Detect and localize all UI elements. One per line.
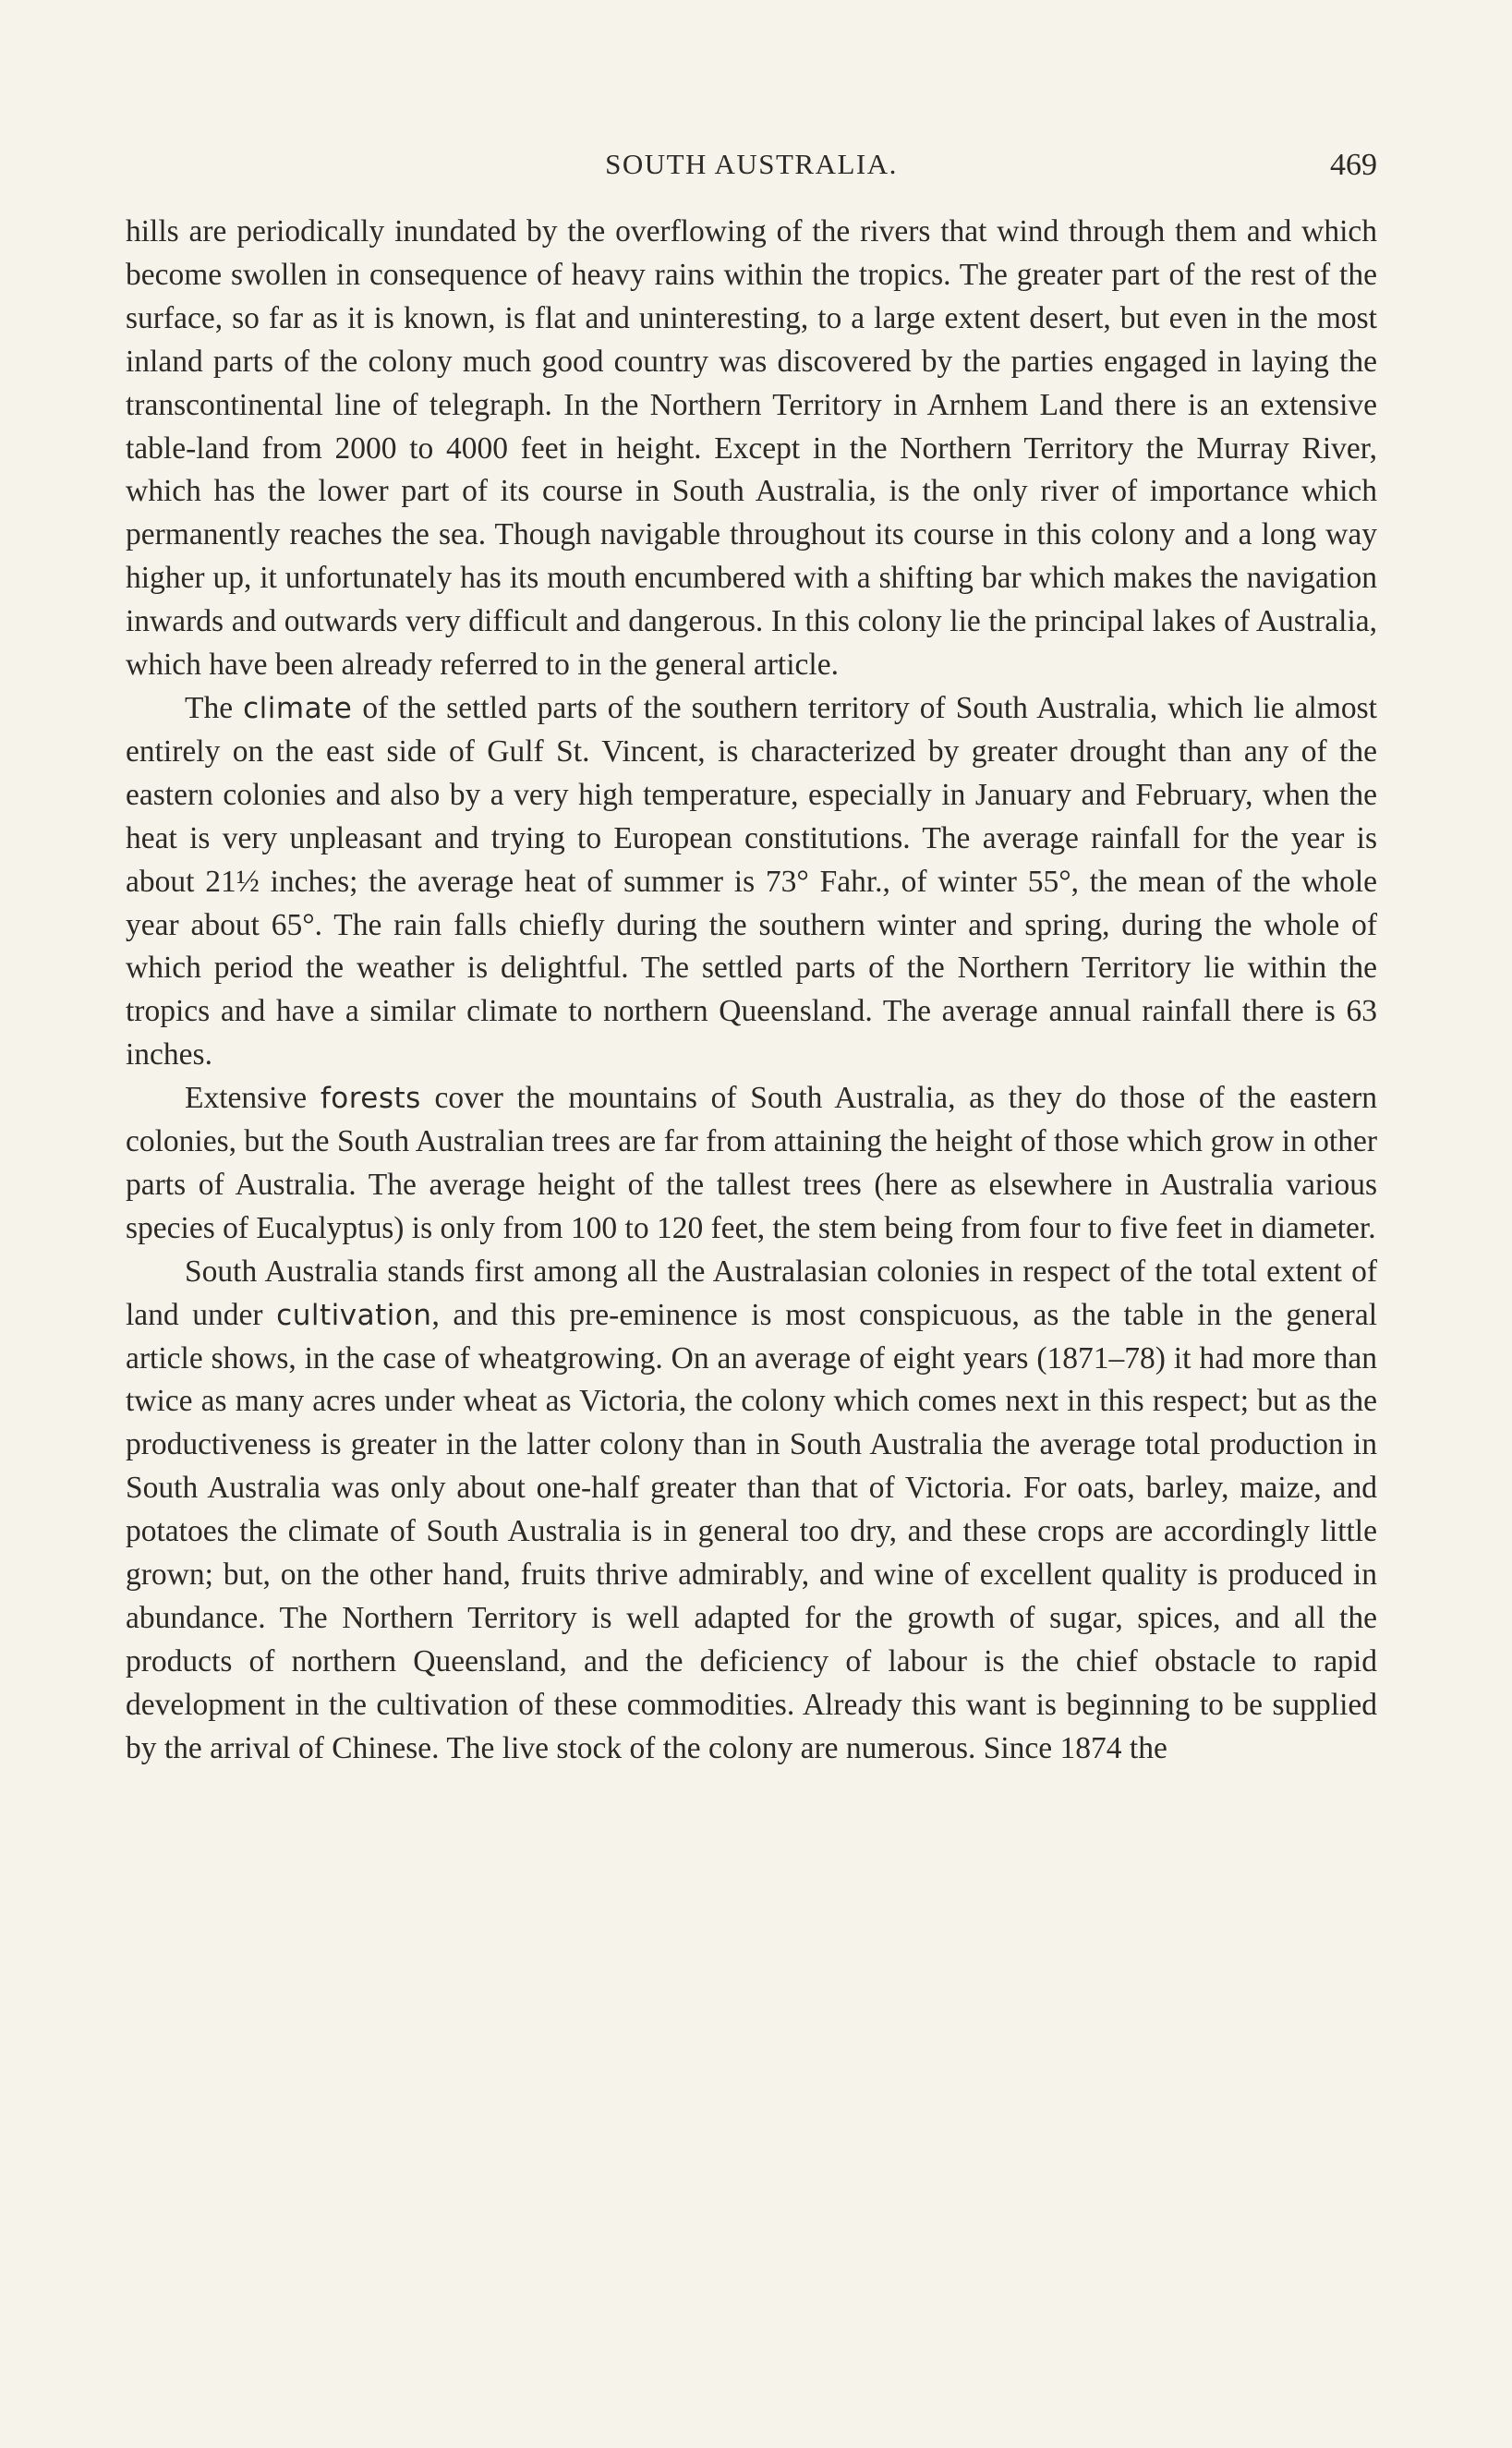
paragraph-text: , and this pre-eminence is most conspicuous, as the table in the general article shows, in the case of wheatgrowing. On an average of eight years (1871–78) it had more than twice as many acres under wheat as Victoria, the colony which comes next in this respect; but as the productiveness is greater in the latter colony than in South Australia the average total production in South Australia was only about one-half greater than that of Victoria. For oats, barley, maize, and potatoes the climate of South Australia is in general too dry, and these crops are accordingly little grown; but, on the other hand, fruits thrive admirably, and wine of excellent quality is produced in abundance. The Northern Territory is well adapted for the growth of sugar, spices, and all the products of northern Queensland, and the deficiency of labour is the chief obstacle to rapid development in the cultivation of these commodities. Already this want is beginning to be supplied by the arrival of Chinese. The live stock of the colony are numerous. Since 1874 the	[126, 1297, 1377, 1765]
paragraph-cultivation	[126, 1251, 1377, 1771]
paragraph-forests	[126, 1077, 1377, 1251]
running-title: SOUTH AUSTRALIA.	[605, 148, 898, 180]
paragraph-text: of the settled parts of the southern territory of South Australia, which lie almost entirely on the east side of Gulf St. Vincent, is characterized by greater drought than any of the eastern colonies and also by a very high temperature, especially in January and February, when the heat is very unpleasant and trying to European constitutions. The average rainfall for the year is about 21½ inches; the average heat of summer is 73° Fahr., of winter 55°, the mean of the whole year about 65°. The rain falls chiefly during the southern winter and spring, during the whole of which period the weather is delightful. The settled parts of the Northern Territory lie within the tropics and have a similar climate to northern Queensland. The average annual rainfall there is 63 inches.	[126, 690, 1377, 1073]
paragraph-text: Extensive	[185, 1081, 321, 1116]
paragraph-geography: hills are periodically inundated by the overflowing of the rivers that wind through them and which become swollen in consequence of heavy rains within the tropics. The greater part of the rest of the surface, so far as it is known, is flat and uninteresting, to a large extent desert, but even in the most inland parts of the colony much good country was discovered by the parties engaged in laying the transcontinental line of telegraph. In the Northern Territory in Arnhem Land there is an extensive table-land from 2000 to 4000 feet in height. Except in the Northern Territory the Murray River, which has the lower part of its course in South Australia, is the only river of importance which permanently reaches the sea. Though navigable throughout its course in this colony and a long way higher up, it unfortunately has its mouth encumbered with a shifting bar which makes the navigation inwards and outwards very difficult and dangerous. In this colony lie the principal lakes of Australia, which have been already referred to in the general article.	[126, 214, 1377, 683]
running-head	[126, 148, 1377, 188]
body-text	[126, 211, 1377, 1771]
paragraph-climate	[126, 687, 1377, 1077]
keyword-cultivation: cultivation	[276, 1298, 432, 1332]
keyword-forests: forests	[320, 1082, 421, 1116]
paragraph-text: The	[185, 690, 244, 725]
keyword-climate: climate	[243, 691, 353, 725]
paragraph-text: cover the mountains of South Australia, as they do those of the eastern colonies, but the South Australian trees are far from attaining the height of those which grow in other parts of Australia. The average height of the tallest trees (here as elsewhere in Australia various species of Eucalyptus) is only from 100 to 120 feet, the stem being from four to five feet in diameter.	[126, 1081, 1377, 1245]
page-number: 469	[1330, 148, 1377, 182]
paragraph-text: South Australia stands first among all the Australasian colonies in respect of the total extent of land under	[126, 1254, 1377, 1332]
